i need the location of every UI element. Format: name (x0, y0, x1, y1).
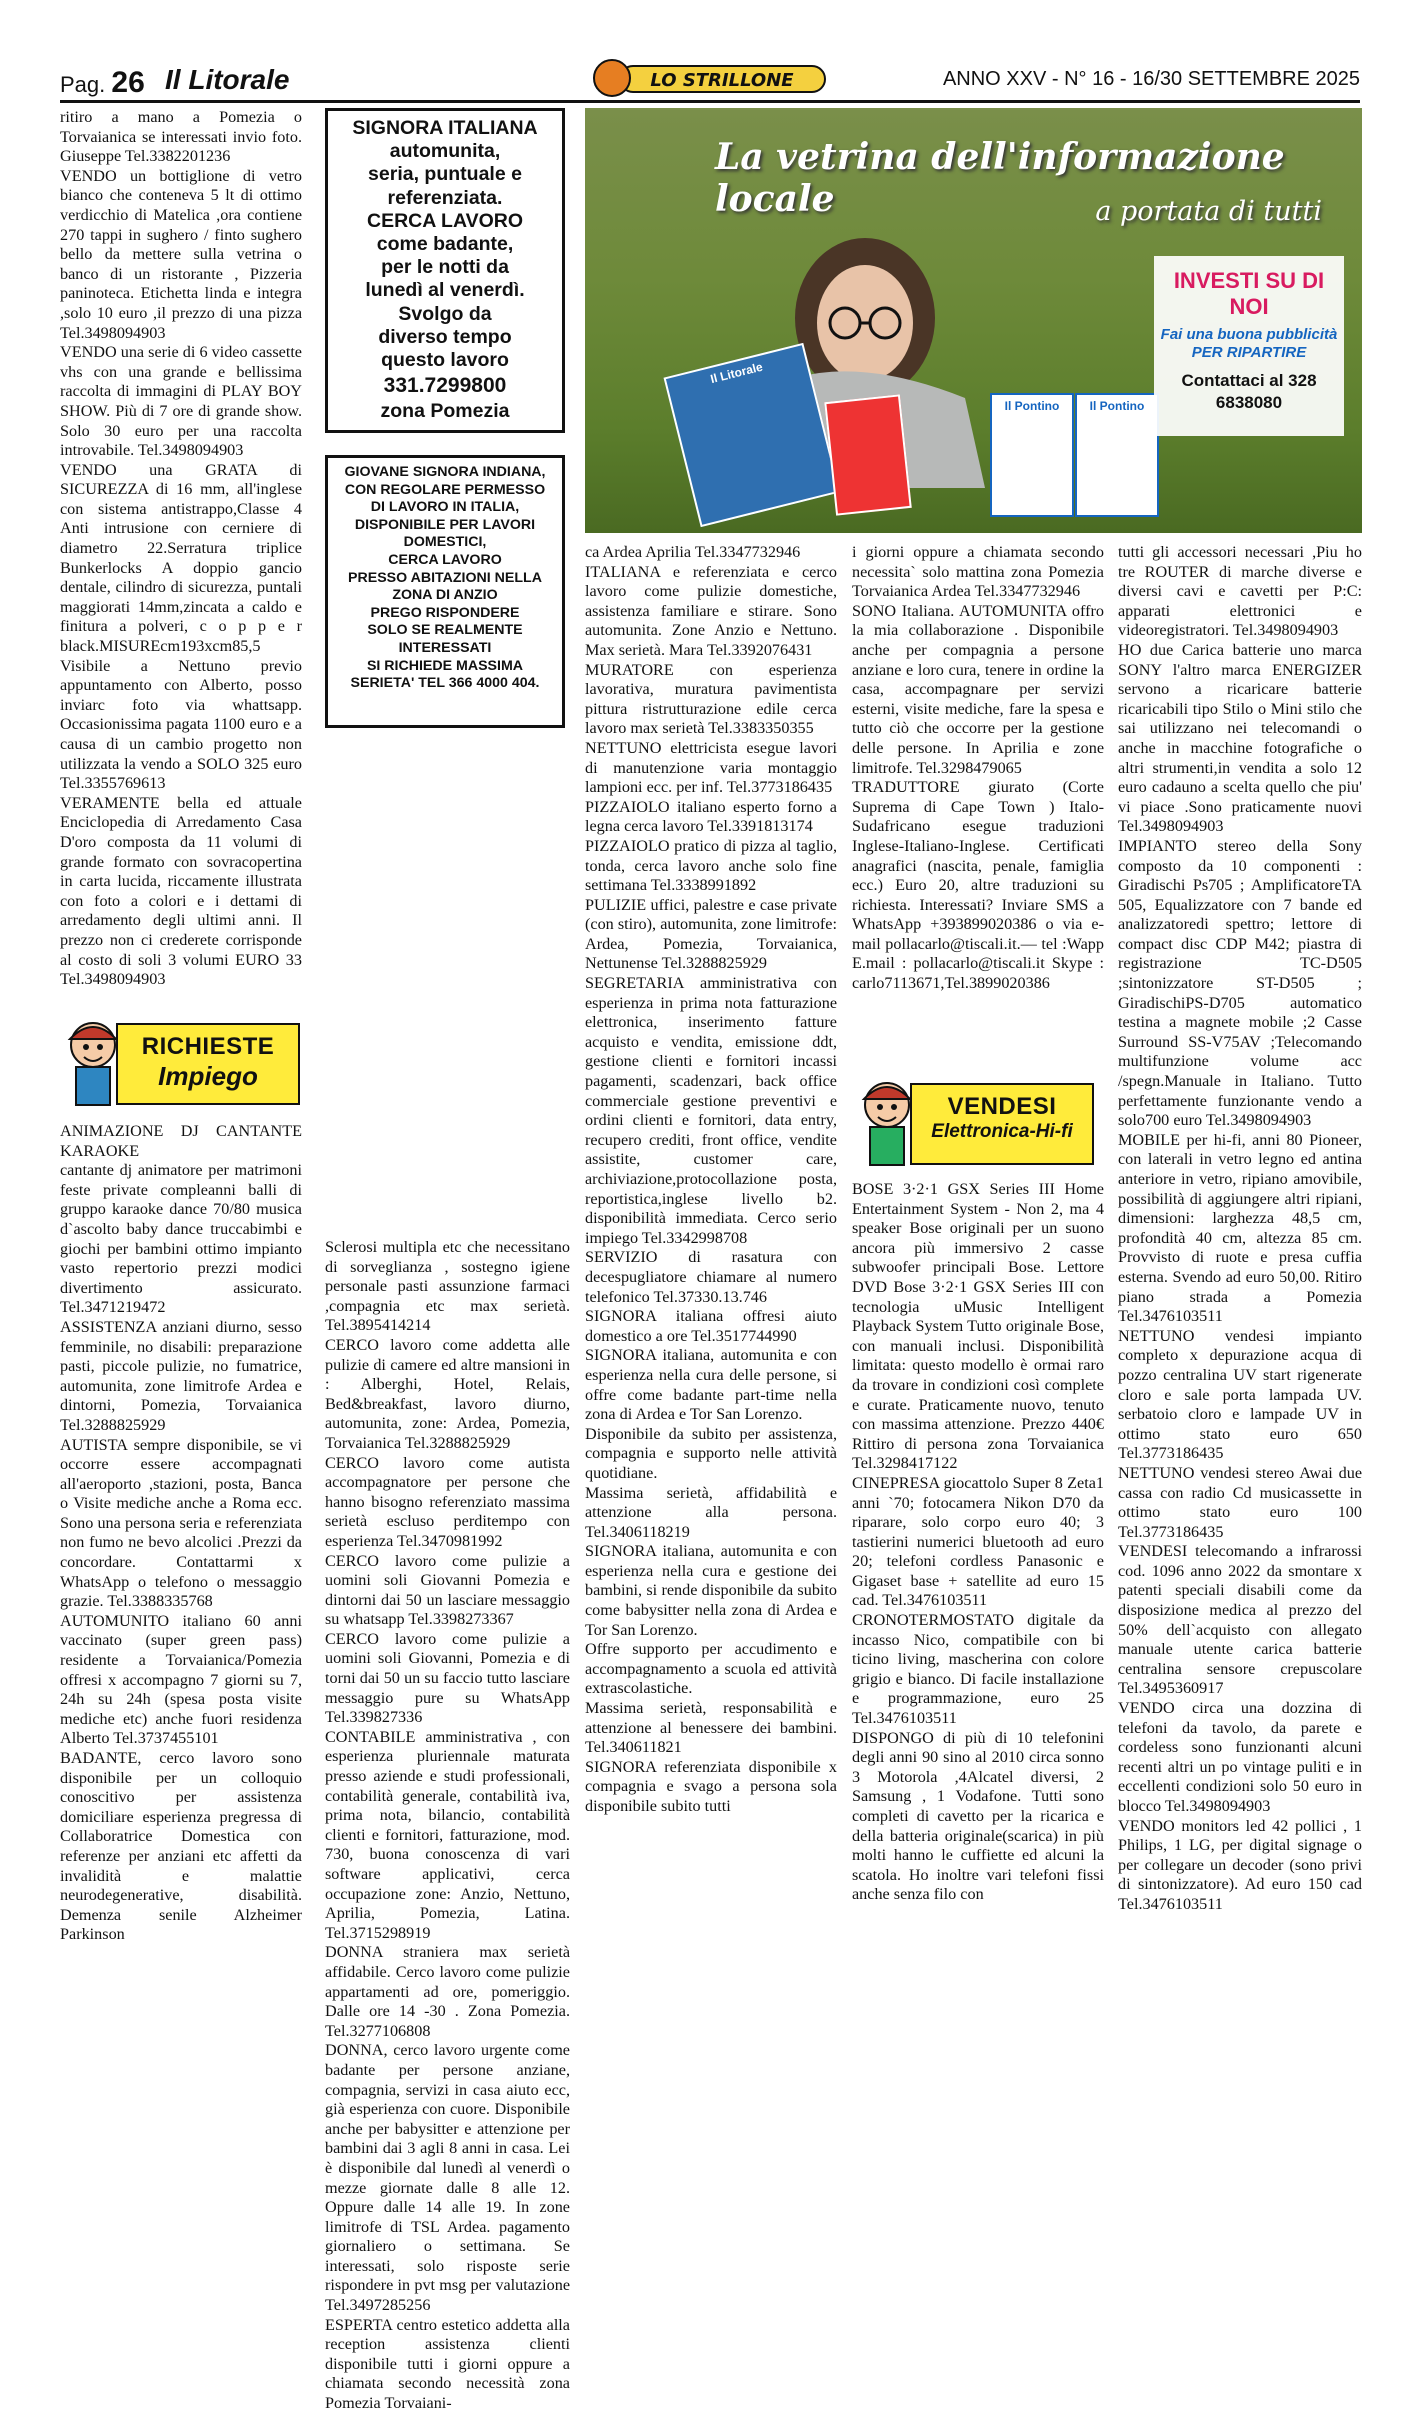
ad-item: AUTISTA sempre disponibile, se vi occorre essere accompagnati all'aeroporto ,stazioni, posta, Banca o Visite mediche anche a Roma ecc. Sono una persona seria e referenziata non fumo ne bevo alcolici .Prezzi da concordare. Contattarmi x WhatsApp o telefono o messaggio grazie. Tel.3388335768 (60, 1435, 302, 1611)
ad-item: VENDO circa una dozzina di telefoni da tavolo, da parete e cordeless sono funzionanti alcuni recenti altri un po vintage puliti e in eccellenti condizioni solo 50 euro in blocco Tel.3498094903 (1118, 1699, 1362, 1815)
ad-item: NETTUNO vendesi impianto completo x depurazione acqua di pozzo centralina UV start rigenerate cloro e sale porta lampada UV. serbatoio cloro e lampade UV in ottimo stato euro 650 Tel.3773186435 (1118, 1326, 1362, 1463)
ad-item: HO due Carica batterie uno marca SONY l'altro marca ENERGIZER servono a ricaricare batterie ricaricabili tipo Stilo o Mini stilo che sai utilizzano nei telecomandi o anche in macchine fotografiche o altri strumenti,in vendita a solo 12 euro cadauno a scelta quello che piu' vi piace .Sono praticamente nuovi Tel.3498094903 (1118, 640, 1362, 836)
ad-item: NETTUNO elettricista esegue lavori di manutenzione varia montaggio lampioni ecc. per inf. Tel.3773186435 (585, 738, 837, 797)
ad-item: CERCO lavoro come addetta alle pulizie di camere ed altre mansioni in : Alberghi, Hotel, Relais, Bed&breakfast, lavoro diurno, automunita, zone: Ardea, Pomezia, Torvaianica Tel.3288825929 (325, 1335, 570, 1452)
ad-item: CINEPRESA giocattolo Super 8 Zeta1 anni `70; fotocamera Nikon D70 da riparare, solo corpo euro 40; 3 tastierini numerici bluetooth ad euro 20; telefoni cordless Panasonic e Gigaset base + satellite ad euro 15 cad. Tel.3476103511 (852, 1473, 1104, 1610)
ad-item: VENDO una GRATA di SICUREZZA di 16 mm, all'inglese con sistema antistrappo,Classe 4 Anti intrusione con cerniere di diametro 22.Serratura triplice Bunkerlocks A doppio gancio dentale, cilindro di sicurezza, puntali maggiorati 14mm,zincata a caldo e finitura a polveri, c o p p e r black.MISUREcm193xcm85,5 Visibile a Nettuno previo appuntamento con Alberto, posso inviarc foto via whattsapp. Occasionissima pagata 1100 euro e a causa di un cambio progetto non utilizzata la vendo a SOLO 325 euro Tel.3355769613 (60, 460, 302, 793)
ad-item: CERCO lavoro come pulizie a uomini soli Giovanni, Pomezia e di torni dai 50 un su faccio tutto lasciare messaggio pure su WhatsApp Tel.339827336 (325, 1629, 570, 1727)
magazine-red (824, 394, 911, 515)
column-1b (60, 1122, 302, 1970)
ad-item: DISPONGO di più di 10 telefonini degli anni 90 sino al 2010 circa sonno 3 Motorola ,4Alcatel diversi, 2 Samsung , 1 Vodafone. Tutti sono completi di cavetto per la ricarica e della batteria originale(scarica) in più molti hanno le cuffiette ed alcuni la scatola. Ho inoltre vari telefoni fissi anche senza filo con (852, 1728, 1104, 1904)
invest-box: INVESTI SU DI NOI Fai una buona pubblicità PER RIPARTIRE Contattaci al 328 6838080 (1154, 256, 1344, 436)
column-1 (60, 108, 302, 1010)
ad-item: ITALIANA e referenziata e cerco lavoro come pulizie domestiche, assistenza familiare e stirare. Sono automunita. Zone Anzio e Nettuno. Max serietà. Mara Tel.3392076431 (585, 562, 837, 659)
ad-item: CONTABILE amministrativa , con esperienza pluriennale maturata presso aziende e studi professionali, contabilità generale, contabilità iva, prima nota, bilancio, contabilità clienti e fornitori, fatturazione, mod. 730, buona conoscenza di vari software applicativi, cerca occupazione zone: Anzio, Nettuno, Aprilia, Pomezia, Latina. Tel.3715298919 (325, 1727, 570, 1942)
ad-item: SONO Italiana. AUTOMUNITA offro la mia collaborazione . Disponibile anche per compagnia a persone anziane e loro cura, tenere in ordine la casa, accompagnare per servizi esterni, visite mediche, fare la spesa e tutto ciò che occorre per la gestione delle persone. In Aprilia e zone limitrofe. Tel.3298479065 (852, 601, 1104, 777)
signora-indiana-box: GIOVANE SIGNORA INDIANA, CON REGOLARE PERMESSO DI LAVORO IN ITALIA, DISPONIBILE PER LAVORI DOMESTICI, CERCA LAVORO PRESSO ABITAZIONI NELLA ZONA DI ANZIO PREGO RISPONDERE SOLO SE REALMENTE INTERESSATI SI RICHIEDE MASSIMA SERIETA' TEL 366 4000 404. (325, 455, 565, 728)
ad-subtitle: a portata di tutti (1095, 196, 1322, 227)
ad-item: cantante dj animatore per matrimoni feste private compleanni balli di gruppo karaoke dance 70/80 musica d`ascolto baby dance truccabimbi e giochi per bambini ottimo impianto vasto repertorio prezzi modici divertimento assicurato. Tel.3471219472 (60, 1161, 302, 1317)
column-2 (325, 1238, 570, 2413)
ad-item: AUTOMUNITO italiano 60 anni vaccinato (super green pass) residente a Torvaianica/Pomezia offresi x accompagno 7 giorni su 7, 24h su 24h (spesa posta visite mediche etc) anche fuori residenza Alberto Tel.3737455101 (60, 1611, 302, 1748)
column-5 (1118, 543, 1362, 1970)
vetrina-advertisement (585, 108, 1362, 533)
ad-item: SIGNORA italiana, automunita e con esperienza nella cura delle persone, si offre come badante part-time nella zona di Ardea e Tor San Lorenzo. (585, 1346, 837, 1424)
ad-title: La vetrina dell'informazione locale (715, 136, 1285, 220)
magazine-il-pontino-2: Il Pontino (1075, 393, 1159, 517)
ad-item: PULIZIE uffici, palestre e case private (con stiro), automunita, zone limitrofe: Ardea, Pomezia, Torvaianica, Nettunense Tel.3288825929 (585, 895, 837, 973)
lo-strillone-logo (590, 58, 830, 98)
ad-item: ANIMAZIONE DJ CANTANTE KARAOKE (60, 1122, 302, 1160)
ad-item: VENDO monitors led 42 pollici , 1 Philips, 1 LG, per digital signage o per collegare un decoder (sono privi di sintonizzatore). Ad euro 150 cad Tel.3476103511 (1118, 1816, 1362, 1913)
ad-item: ASSISTENZA anziani diurno, sesso femminile, no disabili: preparazione pasti, piccole pulizie, no fumatrice, automunita, zone limitrofe Ardea e dintorni, Pomezia, Torvaianica Tel.3288825929 (60, 1317, 302, 1434)
ad-item: DONNA straniera max serietà affidabile. Cerco lavoro come pulizie appartamenti ad ore, pomeriggio. Dalle ore 14 -30 . Zona Pomezia. Tel.3277106808 (325, 1943, 570, 2040)
ad-item: Offre supporto per accudimento e accompagnamento a scuola ed attività extrascolastiche. (585, 1640, 837, 1698)
svg-text:LO STRILLONE: LO STRILLONE (650, 70, 794, 91)
ad-item: DONNA, cerco lavoro urgente come badante per persone anziane, compagnia, servizi in casa aiuto ecc, già esperienza con cuore. Disponibile anche per babysitter e attenzione per bambini dai 3 agli 8 anni in casa. Lei è disponibile dal lunedì al venerdì o mezze giornate dalle 8 alle 12. Oppure dalle 14 alle 19. In zone limitrofe di TSL Ardea. pagamento giornaliero o settimana. Se interessati, solo risposte serie rispondere in pvt msg per valutazione Tel.3497285256 (325, 2041, 570, 2315)
ad-item: MOBILE per hi-fi, anni 80 Pioneer, con laterali in vetro legno ed antina anteriore in vetro, ripiano amovibile, possibilità di aggiungere altri ripiani, dimensioni: larghezza 48,5 cm, profondità 40 cm, altezza 85 cm. Provvisto di ruote e presa cuffia esterna. Svendo ad euro 50,00. Ritiro piano strada a Pomezia Tel.3476103511 (1118, 1130, 1362, 1326)
ad-item: VENDO una serie di 6 video cassette vhs con una grande e bellissima raccolta di immagini di PLAY BOY SHOW. Più di 7 ore di grande show. Solo 30 euro per una raccolta introvabile. Tel.3498094903 (60, 343, 302, 460)
page-number: Pag. 26 (60, 66, 145, 99)
column-4b (852, 1180, 1104, 1970)
page-header (60, 58, 1360, 103)
magazine-il-pontino: Il Pontino (990, 393, 1074, 517)
ad-item: ca Ardea Aprilia Tel.3347732946 (585, 543, 801, 561)
ad-item: CERCO lavoro come autista accompagnatore per persone che hanno bisogno referenziato massima serietà escluso perditempo con esperienza Tel.3470981992 (325, 1453, 570, 1550)
ad-item: CRONOTERMOSTATO digitale da incasso Nico, compatibile con bi ticino living, mascherina con colore grigio e bianco. Di facile installazione e programmazione, euro 25 Tel.3476103511 (852, 1611, 1104, 1728)
ad-item: Massima serietà, affidabilità e attenzione alla persona. Tel.3406118219 (585, 1483, 837, 1541)
column-4 (852, 543, 1104, 1135)
issue-info: ANNO XXV - N° 16 - 16/30 SETTEMBRE 2025 (942, 68, 1360, 90)
ad-item: BADANTE, cerco lavoro sono disponibile per un colloquio conoscitivo per assistenza domiciliare esperienza pregressa di Collaboratrice Domestica con referenze per anziani etc affetti da invalidità e malattie neurodegenerative, disabilità. Demenza senile Alzheimer Parkinson (60, 1749, 302, 1944)
ad-item: Sclerosi multipla etc che necessitano di sorveglianza , sostegno igiene personale pasti assunzione farmaci ,compagnia etc max serietà. Tel.3895414214 (325, 1238, 570, 1335)
vendesi-elettronica-badge: VENDESI Elettronica-Hi-fi (852, 1075, 1097, 1170)
ad-item: IMPIANTO stereo della Sony composto da 10 componenti : Giradischi Ps705 ; AmplificatoreTA 505, Equalizzatore con 7 bande ed analizzatoredi spettro; lettore di compact disc CDP M42; piastra di registrazione TC-D505 ;sintonizzatore ST-D505 ; GiradischiPS-D705 automatico testina a magnete mobile ;2 Casse Surround SS-V75AV ;Telecomando multifunzione volume acc /spegn.Manuale in Italiano. Tutto perfettamente funzionante vendo a solo700 euro Tel.3498094903 (1118, 836, 1362, 1130)
ad-item: PIZZAIOLO italiano esperto forno a legna cerca lavoro Tel.3391813174 (585, 797, 837, 836)
ad-item: SEGRETARIA amministrativa con esperienza in prima nota fatturazione elettronica, inserimento fatture acquisto e vendita, emissione ddt, gestione clienti e fornitori incassi pagamenti, scadenzari, back office commerciale gestione preventivi e ordini clienti e fornitori, data entry, recupero crediti, front office, vendite assistite, customer care, archiviazione,protocollazione posta, reportistica,inglese livello b2. disponibilità immediata. Cerco serio impiego Tel.3342998708 (585, 974, 837, 1247)
ad-item: i giorni oppure a chiamata secondo necessita` solo mattina zona Pomezia Torvaianica Ardea Tel.3347732946 (852, 543, 1104, 601)
ad-item: tutti gli accessori necessari ,Piu ho tre ROUTER di marche diverse e diversi cavi e cavetti per P:C: apparati elettronici e videoregistratori. Tel.3498094903 (1118, 543, 1362, 640)
ad-item: Disponibile da subito per assistenza, compagnia e supporto nelle attività quotidiane. (585, 1424, 837, 1482)
publication-name: Il Litorale (165, 64, 290, 95)
ad-item: VERAMENTE bella ed attuale Enciclopedia di Arredamento Casa D'oro composta da 11 volumi di grande formato con sovracopertina in carta lucida, riccamente illustrata con foto a colori e i dettami di arredamento degli ultimi anni. Il prezzo non ci crederete corrisponde al costo di soli 3 volumi EURO 33 Tel.3498094903 (60, 793, 302, 989)
ad-item: SIGNORA italiana offresi aiuto domestico a ore Tel.3517744990 (585, 1307, 837, 1345)
magazine-il-litorale: Il Litorale (664, 343, 841, 527)
column-3 (585, 543, 837, 1970)
richieste-impiego-badge: RICHIESTE Impiego (58, 1015, 303, 1110)
ad-item: CERCO lavoro come pulizie a uomini soli Giovanni Pomezia e dintorni dai 50 un lasciare messaggio su whatsapp Tel.3398273367 (325, 1551, 570, 1629)
ad-item: Massima serietà, responsabilità e attenzione al benessere dei bambini. Tel.340611821 (585, 1699, 837, 1757)
ad-item: NETTUNO vendesi stereo Awai due cassa con radio Cd musicassette in ottimo stato euro 100 Tel.3773186435 (1118, 1463, 1362, 1541)
ad-item: SERVIZIO di rasatura con decespugliatore chiamare al numero telefonico Tel.37330.13.746 (585, 1248, 837, 1306)
ad-item: ritiro a mano a Pomezia o Torvaianica se interessati invio foto. Giuseppe Tel.3382201236 (60, 108, 302, 166)
signora-italiana-box: SIGNORA ITALIANA automunita, seria, puntuale e referenziata. CERCA LAVORO come badante, per le notti da lunedì al venerdì. Svolgo da diverso tempo questo lavoro 331.7299800 zona Pomezia (325, 108, 565, 433)
box1-phone: 331.7299800 (383, 374, 507, 398)
ad-item: VENDO un bottiglione di vetro bianco che conteneva 5 lt di ottimo verdicchio di Matelica ,ora contiene 270 tappi in sughero / finto sughero bello da mettere sulla vetrina o banco di un ristorante , Pizzeria paninoteca. Etichetta linda e integra ,solo 10 euro ,il prezzo di una pizza Tel.3498094903 (60, 166, 302, 342)
ad-item: BOSE 3·2·1 GSX Series III Home Entertainment System - Non 2, ma 4 speaker Bose originali per un suono ancora più immersivo 2 casse subwoofer principali Bose. Lettore DVD Bose 3·2·1 GSX Series III con tecnologia uMusic Intelligent Playback System Tutto originale Bose, con manuali inclusi. Disponibilità limitata: questo modello è ormai raro da trovare in condizioni così complete e curate. Praticamente nuovo, tenuto con massima attenzione. Prezzo 440€ Rittiro di persona zona Torvaianica Tel.3298417122 (852, 1180, 1104, 1473)
ad-item: ESPERTA centro estetico addetta alla reception assistenza clienti disponibile tutti i giorni oppure a chiamata secondo necessità zona Pomezia Torvaiani- (325, 2315, 570, 2413)
ad-item: MURATORE con esperienza lavorativa, muratura pavimentista pittura ristrutturazione edile cerca lavoro max serietà Tel.3383350355 (585, 660, 837, 738)
ad-item: VENDESI telecomando a infrarossi cod. 1096 anno 2022 da smontare x patenti speciali disabili come da disposizione medica al prezzo del 50% dell`acquisto con allegato manuale utente carica batterie centralina sensore crepuscolare Tel.3495360917 (1118, 1542, 1362, 1698)
ad-item: TRADUTTORE giurato (Corte Suprema di Cape Town ) Italo-Sudafricano esegue traduzioni Inglese-Italiano-Inglese. Certificati anagrafici (nascita, penale, famiglia ecc.) Euro 20, altre traduzioni su richiesta. Interessati? Inviare SMS a WhatsApp +393899020386 o via e-mail pollacarlo@tiscali.it.— tel :Wapp E.mail : pollacarlo@tiscali.it Skype : carlo7113671,Tel.3899020386 (852, 778, 1104, 993)
ad-item: SIGNORA italiana, automunita e con esperienza nella cura e gestione dei bambini, si rende disponibile da subito come babysitter nella zona di Ardea e Tor San Lorenzo. (585, 1542, 837, 1639)
ad-item: SIGNORA referenziata disponibile x compagnia e svago a persona sola disponibile subito tutti (585, 1757, 837, 1815)
box1-zone: zona Pomezia (380, 400, 510, 423)
ad-item: PIZZAIOLO pratico di pizza al taglio, tonda, cerca lavoro anche solo fine settimana Tel.3338991892 (585, 836, 837, 895)
